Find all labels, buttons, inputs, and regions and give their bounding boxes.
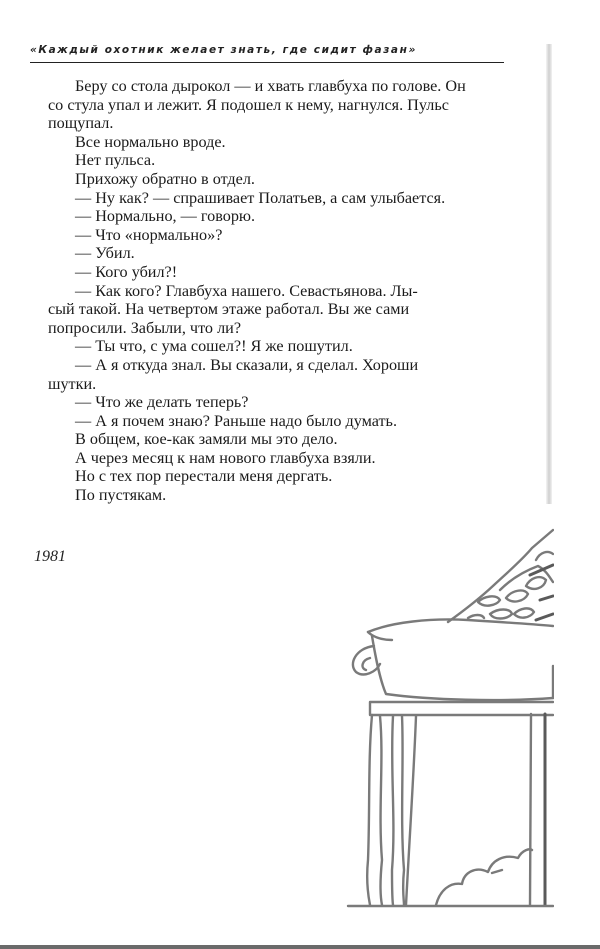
running-head: «Каждый охотник желает знать, где сидит фазан» (30, 44, 417, 56)
text-line: шутки. (48, 374, 97, 393)
story-text (48, 77, 504, 505)
pot-on-stand-illustration (340, 500, 554, 930)
text-line: — Кого убил?! (75, 262, 178, 281)
text-line: сый такой. На четвертом этаже работал. Вы же сами (48, 300, 410, 319)
date-year: 1981 (34, 548, 66, 565)
text-line: Но с тех пор перестали меня дергать. (75, 467, 333, 486)
header-rule (30, 62, 504, 63)
text-line: Нет пульса. (75, 151, 156, 170)
text-line: А через месяц к нам нового главбуха взяли. (75, 448, 376, 467)
text-line: со стула упал и лежит. Я подошел к нему, нагнулся. Пульс (48, 95, 449, 114)
text-line: — Ты что, с ума сошел?! Я же пошутил. (75, 337, 353, 356)
text-line: — Что же делать теперь? (75, 393, 249, 412)
text-line: Прихожу обратно в отдел. (75, 169, 255, 188)
text-line: По пустякам. (75, 486, 167, 505)
text-line: Все нормально вроде. (75, 132, 226, 151)
text-line: — Ну как? — спрашивает Полатьев, а сам улыбается. (75, 188, 446, 207)
text-line: — Что «нормально»? (75, 225, 223, 244)
page-fold-shadow (546, 44, 552, 504)
text-line: — Как кого? Главбуха нашего. Севастьянова. Лы- (75, 281, 418, 300)
scan-bottom-border (0, 945, 600, 949)
text-line: В общем, кое-как замяли мы это дело. (75, 430, 338, 449)
text-line: пощупал. (48, 114, 114, 133)
text-line: — Нормально, — говорю. (75, 207, 256, 226)
text-line: — Убил. (75, 244, 135, 263)
text-line: попросили. Забыли, что ли? (48, 318, 242, 337)
text-line: — А я откуда знал. Вы сказали, я сделал. Хороши (75, 355, 419, 374)
text-line: — А я почем знаю? Раньше надо было думать. (75, 411, 397, 430)
text-line: Беру со стола дырокол — и хвать главбуха по голове. Он (75, 77, 466, 95)
